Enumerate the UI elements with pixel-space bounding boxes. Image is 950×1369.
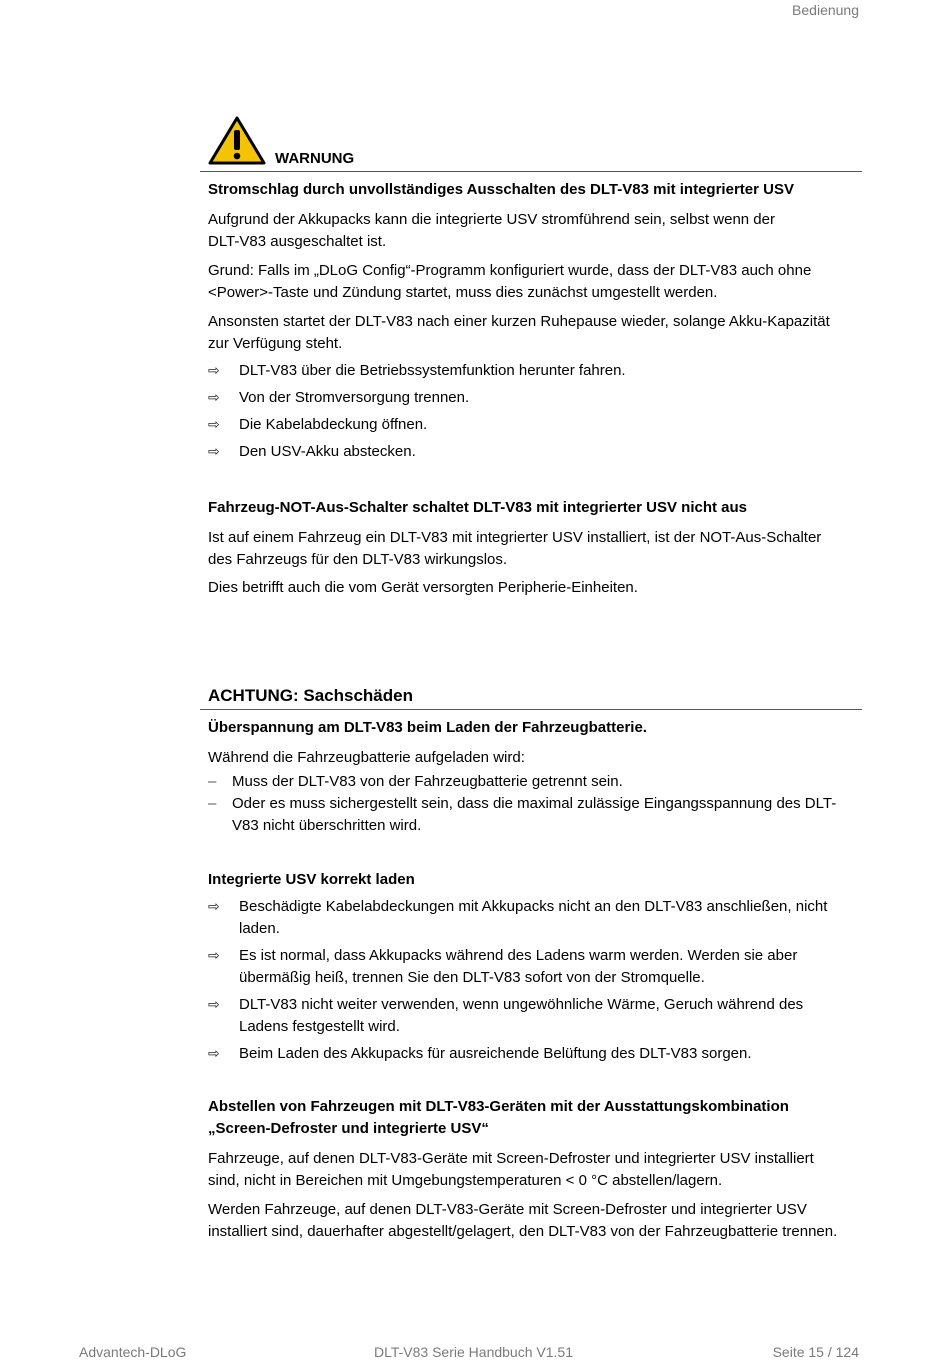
footer-document: DLT-V83 Serie Handbuch V1.51 <box>374 1344 573 1360</box>
caution-intro: Während die Fahrzeugbatterie aufgeladen wird: <box>208 749 525 766</box>
warning-label: WARNUNG <box>275 150 355 167</box>
warning-paragraph-1a: Aufgrund der Akkupacks kann die integrierte USV stromführend sein, selbst wenn der <box>208 211 775 228</box>
list-item: – Oder es muss sichergestellt sein, dass die maximal zulässige Eingangsspannung des DLT- V83 nicht überschritten wird. <box>208 795 837 834</box>
list-item: ⇨ Beschädigte Kabelabdeckungen mit Akkupacks nicht an den DLT-V83 anschließen, nicht laden. <box>208 898 828 937</box>
warning-paragraph-2b: <Power>-Taste und Zündung startet, muss dies zunächst umgestellt werden. <box>208 284 718 301</box>
list-item: ⇨ Von der Stromversorgung trennen. <box>208 387 863 409</box>
caution-paragraph-7b: installiert sind, dauerhafter abgestellt/gelagert, den DLT-V83 von der Fahrzeugbatterie trennen. <box>208 1223 838 1240</box>
warning-paragraph-3a: Ansonsten startet der DLT-V83 nach einer kurzen Ruhepause wieder, solange Akku-Kapazität <box>208 313 830 330</box>
caution-title-2: Integrierte USV korrekt laden <box>208 871 415 888</box>
caution-content-3 <box>208 1096 863 1243</box>
footer-page-number: Seite 15 / 124 <box>772 1344 859 1360</box>
caution-title-3b: „Screen-Defroster und integrierte USV“ <box>208 1120 489 1137</box>
arrow-right-icon: ⇨ <box>208 1046 220 1062</box>
warning-paragraph-2a: Grund: Falls im „DLoG Config“-Programm konfiguriert wurde, dass der DLT-V83 auch ohne <box>208 262 812 279</box>
warning-paragraph-4b: des Fahrzeugs für den DLT-V83 wirkungslos. <box>208 551 508 568</box>
caution-content-2 <box>208 869 863 1065</box>
list-item: – Muss der DLT-V83 von der Fahrzeugbatterie getrennt sein. <box>208 773 623 790</box>
warning-paragraph-1b: DLT-V83 ausgeschaltet ist. <box>208 233 387 250</box>
warning-content-2 <box>208 497 863 599</box>
caution-content <box>208 717 863 837</box>
caution-paragraph-7a: Werden Fahrzeuge, auf denen DLT-V83-Geräte mit Screen-Defroster und integrierter USV <box>208 1201 807 1218</box>
list-item: ⇨ DLT-V83 über die Betriebssystemfunktion herunter fahren. <box>208 360 863 382</box>
warning-triangle-icon <box>208 116 266 166</box>
arrow-right-icon: ⇨ <box>208 363 220 379</box>
warning-paragraph-5: Dies betrifft auch die vom Gerät versorgten Peripherie-Einheiten. <box>208 579 638 596</box>
list-item: ⇨ Es ist normal, dass Akkupacks während des Ladens warm werden. Werden sie aber übermäßig heiß, trennen Sie den DLT-V83 sofort von der Stromquelle. <box>208 947 798 986</box>
list-item: ⇨ Den USV-Akku abstecken. <box>208 441 863 463</box>
arrow-right-icon: ⇨ <box>208 417 220 433</box>
footer-company: Advantech-DLoG <box>79 1344 187 1360</box>
warning-paragraph-3b: zur Verfügung steht. <box>208 335 343 352</box>
caution-charge-list <box>208 896 863 1065</box>
arrow-right-icon: ⇨ <box>208 899 220 915</box>
warning-title-2: Fahrzeug-NOT-Aus-Schalter schaltet DLT-V83 mit integrierter USV nicht aus <box>208 499 747 516</box>
list-item: ⇨ Beim Laden des Akkupacks für ausreichende Belüftung des DLT-V83 sorgen. <box>208 1043 863 1065</box>
list-item: ⇨ DLT-V83 nicht weiter verwenden, wenn ungewöhnliche Wärme, Geruch während des Ladens festgestellt wird. <box>208 996 804 1035</box>
caution-label: ACHTUNG: Sachschäden <box>208 686 413 705</box>
caution-title-3a: Abstellen von Fahrzeugen mit DLT-V83-Geräten mit der Ausstattungskombination <box>208 1098 789 1115</box>
caution-paragraph-6a: Fahrzeuge, auf denen DLT-V83-Geräte mit Screen-Defroster und integrierter USV installiert <box>208 1150 814 1167</box>
warning-steps-list <box>208 360 863 463</box>
warning-paragraph-4a: Ist auf einem Fahrzeug ein DLT-V83 mit integrierter USV installiert, ist der NOT-Aus-Schalter <box>208 529 822 546</box>
caution-rule <box>200 709 862 710</box>
warning-title: Stromschlag durch unvollständiges Ausschalten des DLT-V83 mit integrierter USV <box>208 181 794 198</box>
caution-paragraph-6b: sind, nicht in Bereichen mit Umgebungstemperaturen < 0 °C abstellen/lagern. <box>208 1172 723 1189</box>
arrow-right-icon: ⇨ <box>208 997 220 1013</box>
arrow-right-icon: ⇨ <box>208 390 220 406</box>
arrow-right-icon: ⇨ <box>208 444 220 460</box>
caution-dash-list <box>208 771 863 837</box>
warning-header <box>208 116 863 172</box>
warning-rule <box>200 171 862 172</box>
caution-header <box>208 685 863 707</box>
arrow-right-icon: ⇨ <box>208 948 220 964</box>
warning-content <box>208 179 863 463</box>
caution-title: Überspannung am DLT-V83 beim Laden der Fahrzeugbatterie. <box>208 719 647 736</box>
list-item: ⇨ Die Kabelabdeckung öffnen. <box>208 414 863 436</box>
running-header: Bedienung <box>792 2 859 18</box>
